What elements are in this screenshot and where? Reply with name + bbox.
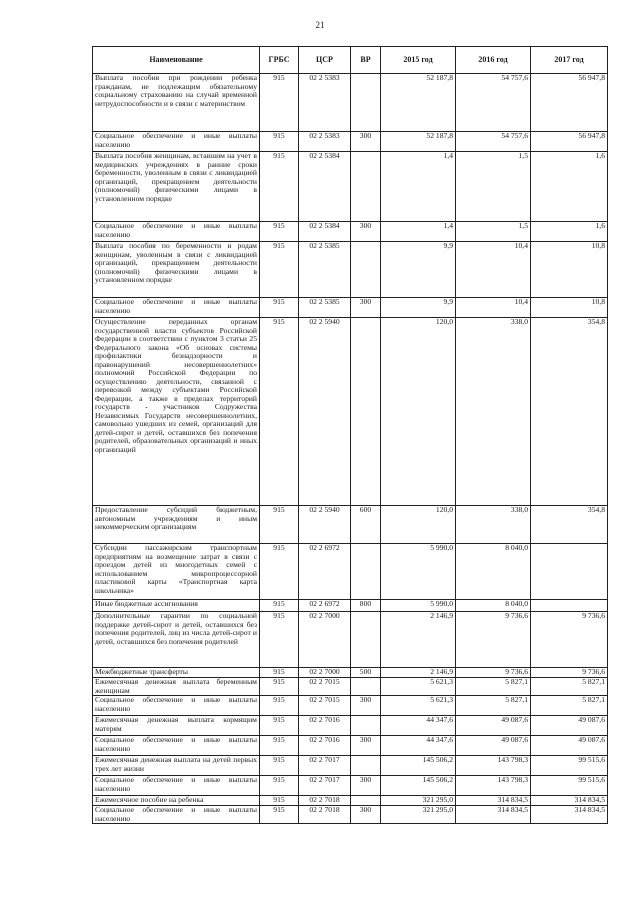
row-value-2017: 5 827,1 [531, 696, 608, 716]
page-number: 21 [315, 20, 325, 30]
header-csr: ЦСР [299, 47, 351, 74]
row-csr-cell: 02 2 5384 [299, 222, 351, 242]
row-grbs-cell: 915 [260, 806, 299, 824]
row-value-2016: 8 040,0 [456, 544, 531, 600]
row-value-2017: 9 736,6 [531, 612, 608, 668]
table-header-row [93, 47, 608, 74]
row-csr-cell: 02 2 5384 [299, 152, 351, 222]
row-value-2015: 1,4 [381, 152, 456, 222]
row-name-cell: Предоставление субсидий бюджетным, автономным учреждениям и иным некоммерческим организациям [93, 506, 260, 544]
row-grbs-cell: 915 [260, 796, 299, 806]
row-grbs-cell: 915 [260, 242, 299, 298]
row-csr-cell: 02 2 5940 [299, 318, 351, 506]
row-value-2016: 5 827,1 [456, 678, 531, 696]
row-value-2017: 1,6 [531, 152, 608, 222]
row-grbs-cell: 915 [260, 74, 299, 132]
row-value-2016: 8 040,0 [456, 600, 531, 612]
row-grbs-cell: 915 [260, 756, 299, 776]
table-row [93, 74, 608, 132]
row-grbs-cell: 915 [260, 506, 299, 544]
row-grbs-cell: 915 [260, 298, 299, 318]
row-vr-cell: 600 [351, 506, 381, 544]
header-2017: 2017 год [531, 47, 608, 74]
row-grbs-cell: 915 [260, 776, 299, 796]
row-grbs-cell: 915 [260, 736, 299, 756]
row-value-2017: 99 515,6 [531, 756, 608, 776]
row-value-2017: 354,8 [531, 506, 608, 544]
table-row [93, 696, 608, 716]
row-value-2017: 314 834,5 [531, 796, 608, 806]
row-csr-cell: 02 2 5385 [299, 242, 351, 298]
row-vr-cell [351, 612, 381, 668]
row-value-2015: 44 347,6 [381, 716, 456, 736]
row-grbs-cell: 915 [260, 668, 299, 678]
row-csr-cell: 02 2 7015 [299, 696, 351, 716]
row-name-cell: Ежемесячная денежная выплата кормящим матерям [93, 716, 260, 736]
row-value-2016: 9 736,6 [456, 668, 531, 678]
row-name-cell: Социальное обеспечение и иные выплаты населению [93, 298, 260, 318]
row-value-2017: 49 087,6 [531, 736, 608, 756]
table-row [93, 242, 608, 298]
row-value-2017: 49 087,6 [531, 716, 608, 736]
row-grbs-cell: 915 [260, 716, 299, 736]
row-value-2016: 143 798,3 [456, 756, 531, 776]
table-row [93, 756, 608, 776]
row-vr-cell [351, 544, 381, 600]
row-name-cell: Осуществление переданных органам государственной власти субъектов Российской Федерации в соответствии с пунктом 3 статьи 25 Федерального закона «Об основах системы профилактики безнадзорности и правонарушений несовершеннолетних» полномочий Российской Федерации по осуществлению деятельности, связанной с перевозкой между субъектами Российской Федерации, а также в пределах территорий государств - участников Содружества Независимых Государств несовершеннолетних, самовольно ушедших из семей, организаций для детей-сирот и детей, оставшихся без попечения родителей, образовательных организаций и иных организаций [93, 318, 260, 506]
row-value-2017: 56 947,8 [531, 132, 608, 152]
header-grbs: ГРБС [260, 47, 299, 74]
row-csr-cell: 02 2 7015 [299, 678, 351, 696]
row-name-cell: Межбюджетные трансферты [93, 668, 260, 678]
row-name-cell: Ежемесячная денежная выплата на детей первых трех лет жизни [93, 756, 260, 776]
row-value-2016: 338,0 [456, 506, 531, 544]
row-name-cell: Иные бюджетные ассигнования [93, 600, 260, 612]
row-vr-cell [351, 716, 381, 736]
row-grbs-cell: 915 [260, 600, 299, 612]
row-name-cell: Социальное обеспечение и иные выплаты населению [93, 222, 260, 242]
row-value-2015: 5 621,3 [381, 678, 456, 696]
row-vr-cell: 300 [351, 298, 381, 318]
table-row [93, 298, 608, 318]
row-value-2017 [531, 544, 608, 600]
row-value-2017: 10,8 [531, 298, 608, 318]
row-csr-cell: 02 2 5385 [299, 298, 351, 318]
header-vr: ВР [351, 47, 381, 74]
row-value-2015: 5 990,0 [381, 544, 456, 600]
header-name: Наименование [93, 47, 260, 74]
row-value-2016: 10,4 [456, 242, 531, 298]
row-vr-cell: 800 [351, 600, 381, 612]
row-grbs-cell: 915 [260, 678, 299, 696]
row-vr-cell: 300 [351, 736, 381, 756]
row-value-2015: 5 621,3 [381, 696, 456, 716]
row-vr-cell [351, 796, 381, 806]
row-value-2017: 9 736,6 [531, 668, 608, 678]
row-value-2015: 145 506,2 [381, 776, 456, 796]
table-row [93, 668, 608, 678]
row-grbs-cell: 915 [260, 612, 299, 668]
header-2015: 2015 год [381, 47, 456, 74]
row-csr-cell: 02 2 7000 [299, 668, 351, 678]
row-vr-cell: 300 [351, 132, 381, 152]
row-value-2016: 10,4 [456, 298, 531, 318]
row-vr-cell: 500 [351, 668, 381, 678]
row-value-2017: 56 947,8 [531, 74, 608, 132]
row-vr-cell [351, 152, 381, 222]
row-value-2015: 120,0 [381, 318, 456, 506]
row-name-cell: Субсидии пассажирским транспортным предприятиям на возмещение затрат в связи с проездом детей из многодетных семей с использованием микропроцессорной пластиковой карты «Транспортная карта школьника» [93, 544, 260, 600]
row-value-2016: 49 087,6 [456, 716, 531, 736]
row-value-2017: 10,8 [531, 242, 608, 298]
budget-table [92, 46, 608, 824]
row-csr-cell: 02 2 5940 [299, 506, 351, 544]
row-value-2016: 54 757,6 [456, 132, 531, 152]
table-row [93, 796, 608, 806]
row-vr-cell: 300 [351, 696, 381, 716]
row-name-cell: Выплата пособия по беременности и родам женщинам, уволенным в связи с ликвидацией организаций, прекращением деятельности (полномочий) физическими лицами в установленном порядке [93, 242, 260, 298]
row-name-cell: Ежемесячное пособие на ребенка [93, 796, 260, 806]
row-csr-cell: 02 2 7018 [299, 796, 351, 806]
row-value-2015: 1,4 [381, 222, 456, 242]
row-name-cell: Социальное обеспечение и иные выплаты населению [93, 696, 260, 716]
row-name-cell: Ежемесячная денежная выплата беременным женщинам [93, 678, 260, 696]
row-vr-cell [351, 756, 381, 776]
row-vr-cell: 300 [351, 222, 381, 242]
row-value-2017: 99 515,6 [531, 776, 608, 796]
row-value-2016: 54 757,6 [456, 74, 531, 132]
row-value-2017: 1,6 [531, 222, 608, 242]
table-row [93, 544, 608, 600]
row-vr-cell [351, 318, 381, 506]
table-row [93, 736, 608, 756]
row-value-2017 [531, 600, 608, 612]
row-grbs-cell: 915 [260, 544, 299, 600]
table-row [93, 806, 608, 824]
row-value-2016: 338,0 [456, 318, 531, 506]
row-value-2015: 321 295,0 [381, 796, 456, 806]
row-grbs-cell: 915 [260, 222, 299, 242]
row-csr-cell: 02 2 7017 [299, 756, 351, 776]
row-value-2015: 9,9 [381, 298, 456, 318]
row-csr-cell: 02 2 6972 [299, 600, 351, 612]
table-row [93, 678, 608, 696]
row-value-2016: 9 736,6 [456, 612, 531, 668]
row-vr-cell [351, 242, 381, 298]
header-2016: 2016 год [456, 47, 531, 74]
row-value-2017: 5 827,1 [531, 678, 608, 696]
row-name-cell: Социальное обеспечение и иные выплаты населению [93, 776, 260, 796]
row-csr-cell: 02 2 7018 [299, 806, 351, 824]
table-row [93, 776, 608, 796]
row-value-2015: 9,9 [381, 242, 456, 298]
row-value-2016: 1,5 [456, 152, 531, 222]
row-vr-cell [351, 678, 381, 696]
row-vr-cell: 300 [351, 776, 381, 796]
row-csr-cell: 02 2 5383 [299, 74, 351, 132]
table-row [93, 600, 608, 612]
row-csr-cell: 02 2 7017 [299, 776, 351, 796]
row-grbs-cell: 915 [260, 132, 299, 152]
table-row [93, 612, 608, 668]
row-value-2015: 5 990,0 [381, 600, 456, 612]
row-value-2016: 314 834,5 [456, 806, 531, 824]
table-row [93, 318, 608, 506]
row-vr-cell: 300 [351, 806, 381, 824]
row-value-2015: 321 295,0 [381, 806, 456, 824]
row-value-2017: 314 834,5 [531, 806, 608, 824]
row-value-2016: 49 087,6 [456, 736, 531, 756]
row-csr-cell: 02 2 7016 [299, 736, 351, 756]
row-value-2015: 2 146,9 [381, 612, 456, 668]
row-name-cell: Социальное обеспечение и иные выплаты населению [93, 736, 260, 756]
row-name-cell: Социальное обеспечение и иные выплаты населению [93, 132, 260, 152]
row-grbs-cell: 915 [260, 152, 299, 222]
row-csr-cell: 02 2 7016 [299, 716, 351, 736]
row-value-2015: 120,0 [381, 506, 456, 544]
row-value-2016: 1,5 [456, 222, 531, 242]
row-value-2016: 143 798,3 [456, 776, 531, 796]
row-name-cell: Выплата пособия при рождении ребенка гражданам, не подлежащим обязательному социальному страхованию на случай временной нетрудоспособности и в связи с материнством [93, 74, 260, 132]
row-value-2015: 44 347,6 [381, 736, 456, 756]
row-grbs-cell: 915 [260, 696, 299, 716]
table-row [93, 506, 608, 544]
row-csr-cell: 02 2 6972 [299, 544, 351, 600]
row-value-2017: 354,8 [531, 318, 608, 506]
row-name-cell: Социальное обеспечение и иные выплаты населению [93, 806, 260, 824]
table-row [93, 716, 608, 736]
row-value-2015: 2 146,9 [381, 668, 456, 678]
row-name-cell: Выплата пособия женщинам, вставшим на учет в медицинских учреждениях в ранние сроки беременности, уволенным в связи с ликвидацией организаций, прекращением деятельности (полномочий) физическими лицами в установленном порядке [93, 152, 260, 222]
table-row [93, 152, 608, 222]
row-value-2016: 5 827,1 [456, 696, 531, 716]
row-name-cell: Дополнительные гарантии по социальной поддержке детей-сирот и детей, оставшихся без попечения родителей, лиц из числа детей-сирот и детей, оставшихся без попечения родителей [93, 612, 260, 668]
row-value-2015: 145 506,2 [381, 756, 456, 776]
row-vr-cell [351, 74, 381, 132]
row-value-2015: 52 187,8 [381, 132, 456, 152]
table-row [93, 132, 608, 152]
row-value-2015: 52 187,8 [381, 74, 456, 132]
row-value-2016: 314 834,5 [456, 796, 531, 806]
row-csr-cell: 02 2 5383 [299, 132, 351, 152]
row-csr-cell: 02 2 7000 [299, 612, 351, 668]
table-row [93, 222, 608, 242]
row-grbs-cell: 915 [260, 318, 299, 506]
